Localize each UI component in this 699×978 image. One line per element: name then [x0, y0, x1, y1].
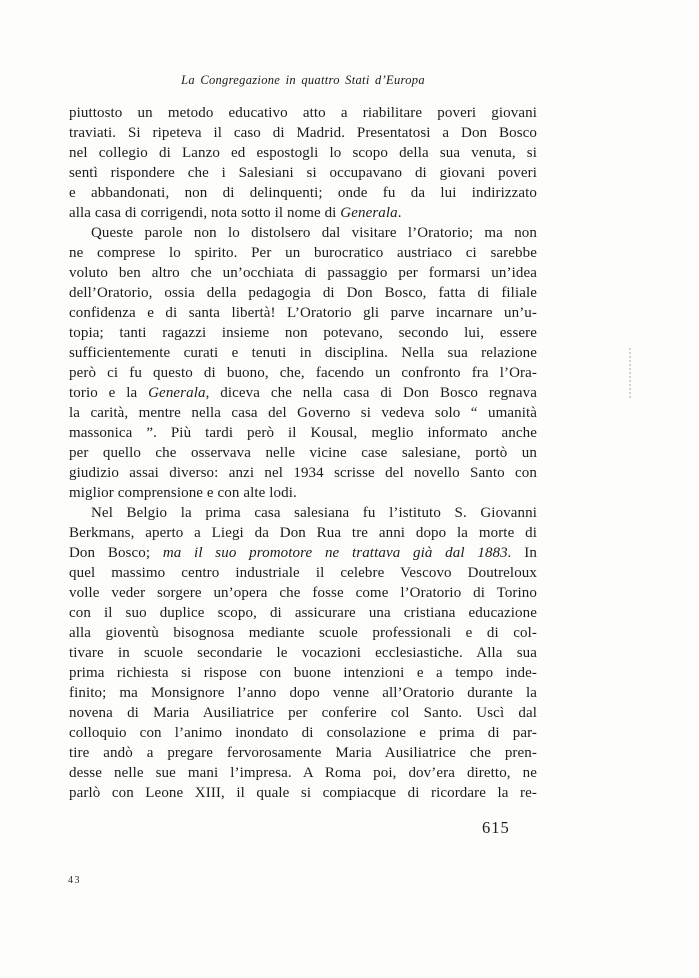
text-line: desse nelle sue mani l’impresa. A Roma poi, dov’era diretto, ne: [69, 765, 537, 781]
text-line: per quello che osservava nelle vicine case salesiane, portò un: [69, 445, 537, 461]
text-line: nel collegio di Lanzo ed espostogli lo scopo della sua venuta, si: [69, 145, 537, 161]
body-text: [69, 103, 537, 803]
text-line: alla casa di corrigendi, nota sotto il nome di Generala.: [69, 205, 402, 221]
text-line: con il suo duplice scopo, di assicurare una cristiana educazione: [69, 605, 537, 621]
text-line: sufficientemente curati e tenuti in disciplina. Nella sua relazione: [69, 345, 537, 361]
text-line: e abbandonati, non di delinquenti; onde fu da lui indirizzato: [69, 185, 537, 201]
text-line: volle veder sorgere un’opera che fosse come l’Oratorio di Torino: [69, 585, 537, 601]
text-line: miglior comprensione e con alte lodi.: [69, 485, 297, 501]
text-line: tivare in scuole secondarie le vocazioni ecclesiastiche. Alla sua: [69, 645, 537, 661]
text-line: Berkmans, aperto a Liegi da Don Rua tre anni dopo la morte di: [69, 525, 537, 541]
scan-artifact-dots: [629, 348, 631, 398]
text-line: giudizio assai diverso: anzi nel 1934 scrisse del novello Santo con: [69, 465, 537, 481]
text-line: novena di Maria Ausiliatrice per conferire col Santo. Uscì dal: [69, 705, 537, 721]
text-line: massonica ”. Più tardi però il Kousal, meglio informato anche: [69, 425, 537, 441]
text-line: finito; ma Monsignore l’anno dopo venne all’Oratorio durante la: [69, 685, 537, 701]
text-line: ne comprese lo spirito. Per un burocratico austriaco ci sarebbe: [69, 245, 537, 261]
text-line: Queste parole non lo distolsero dal visitare l’Oratorio; ma non: [91, 225, 537, 241]
text-line: topia; tanti ragazzi insieme non potevano, secondo lui, essere: [69, 325, 537, 341]
text-line: voluto ben altro che un’occhiata di passaggio per formarsi un’idea: [69, 265, 537, 281]
text-line: però ci fu questo di buono, che, facendo un confronto fra l’Ora-: [69, 365, 537, 381]
paragraph: [69, 223, 537, 503]
text-line: confidenza e di santa libertà! L’Oratorio gli parve incarnare un’u-: [69, 305, 537, 321]
text-line: tire andò a pregare fervorosamente Maria Ausiliatrice che pren-: [69, 745, 537, 761]
text-line: prima richiesta si rispose con buone intenzioni e a tempo inde-: [69, 665, 537, 681]
text-line: alla gioventù bisognosa mediante scuole professionali e di col-: [69, 625, 537, 641]
text-line: piuttosto un metodo educativo atto a riabilitare poveri giovani: [69, 105, 537, 121]
page-number: 615: [482, 818, 510, 837]
text-line: Don Bosco; ma il suo promotore ne trattava già dal 1883. In: [69, 545, 538, 561]
text-line: Nel Belgio la prima casa salesiana fu l’istituto S. Giovanni: [91, 505, 537, 521]
text-line: traviati. Si ripeteva il caso di Madrid. Presentatosi a Don Bosco: [69, 125, 537, 141]
text-line: dell’Oratorio, ossia della pedagogia di Don Bosco, fatta di filiale: [69, 285, 537, 301]
text-line: sentì rispondere che i Salesiani si occupavano di giovani poveri: [69, 165, 537, 181]
text-line: torio e la Generala, diceva che nella casa di Don Bosco regnava: [69, 385, 537, 401]
text-line: colloquio con l’animo inondato di consolazione e prima di par-: [69, 725, 537, 741]
text-line: quel massimo centro industriale il celebre Vescovo Doutreloux: [69, 565, 537, 581]
text-line: la carità, mentre nella casa del Governo si vedeva solo “ umanità: [69, 405, 537, 421]
paragraph: [69, 103, 537, 223]
text-line: parlò con Leone XIII, il quale si compiacque di ricordare la re-: [69, 785, 537, 801]
signature-mark: 43: [68, 875, 81, 886]
running-header: La Congregazione in quattro Stati d’Europa: [181, 73, 425, 87]
paragraph: [69, 503, 537, 803]
